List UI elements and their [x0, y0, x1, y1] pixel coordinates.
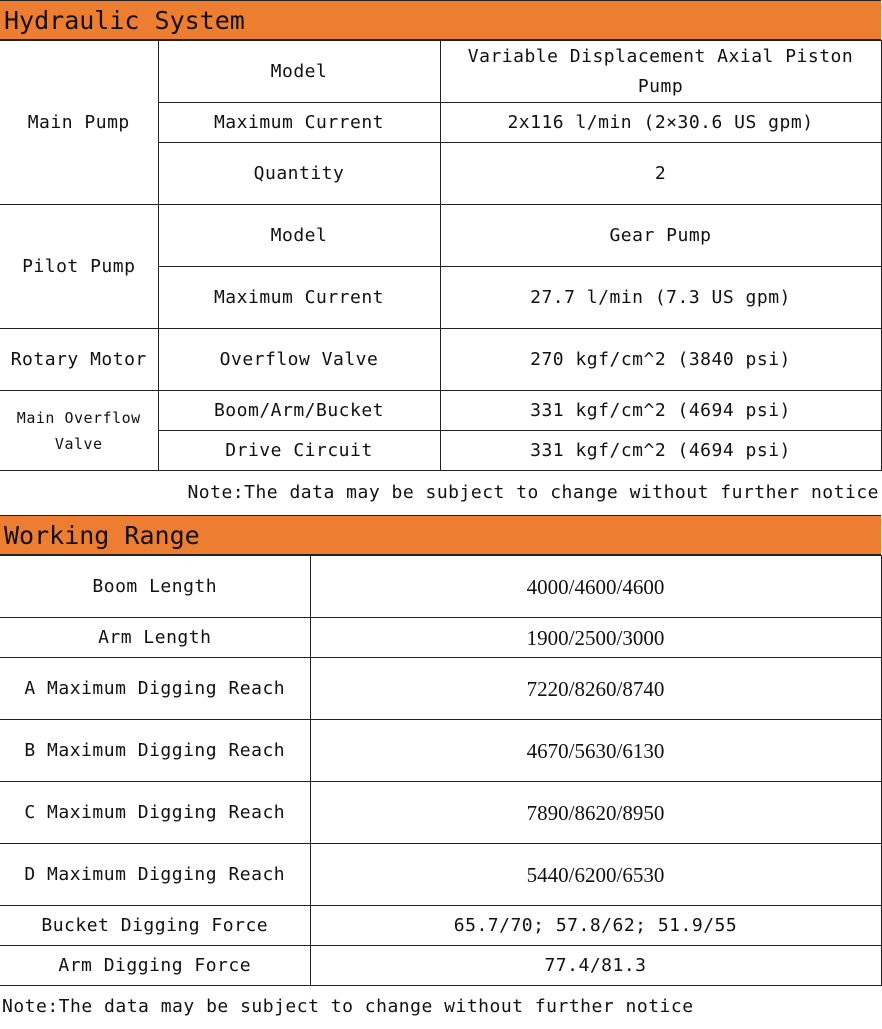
table-row: [0, 658, 881, 720]
spec-key: Quantity: [158, 143, 440, 205]
spec-value: 7890/8620/8950: [310, 782, 881, 844]
spec-value: 77.4/81.3: [310, 946, 881, 986]
spec-key: Model: [158, 41, 440, 103]
spec-key: B Maximum Digging Reach: [0, 720, 310, 782]
table-row: [0, 391, 881, 431]
spec-key: Boom Length: [0, 556, 310, 618]
working-range-table: [0, 555, 882, 986]
group-label-pilot-pump: Pilot Pump: [0, 205, 158, 329]
spec-key: Model: [158, 205, 440, 267]
spec-value: 4670/5630/6130: [310, 720, 881, 782]
spec-value: Gear Pump: [440, 205, 881, 267]
spec-key: D Maximum Digging Reach: [0, 844, 310, 906]
spec-key: Bucket Digging Force: [0, 906, 310, 946]
spec-value: 1900/2500/3000: [310, 618, 881, 658]
table-row: [0, 205, 881, 267]
table-row: [0, 844, 881, 906]
group-label-main-pump: Main Pump: [0, 41, 158, 205]
spec-value: 4000/4600/4600: [310, 556, 881, 618]
spec-key: Drive Circuit: [158, 431, 440, 471]
table-row: [0, 946, 881, 986]
spec-value: 65.7/70; 57.8/62; 51.9/55: [310, 906, 881, 946]
spec-key: Maximum Current: [158, 103, 440, 143]
spec-value: 27.7 l/min (7.3 US gpm): [440, 267, 881, 329]
table-row: [0, 556, 881, 618]
table-row: [0, 782, 881, 844]
working-range-header: Working Range: [0, 515, 881, 555]
spec-value: 7220/8260/8740: [310, 658, 881, 720]
table-row: [0, 329, 881, 391]
hydraulic-system-header: Hydraulic System: [0, 0, 881, 40]
table-row: [0, 720, 881, 782]
table-row: [0, 906, 881, 946]
table-row: [0, 41, 881, 103]
spec-key: C Maximum Digging Reach: [0, 782, 310, 844]
spec-key: Arm Digging Force: [0, 946, 310, 986]
group-label-main-overflow-valve: Main Overflow Valve: [0, 391, 158, 471]
hydraulic-spec-table: [0, 40, 882, 471]
spec-key: Maximum Current: [158, 267, 440, 329]
spec-value: 331 kgf/cm^2 (4694 psi): [440, 391, 881, 431]
hydraulic-note: Note:The data may be subject to change without further notice: [187, 482, 879, 503]
spec-key: Overflow Valve: [158, 329, 440, 391]
spec-value: 270 kgf/cm^2 (3840 psi): [440, 329, 881, 391]
spec-key: A Maximum Digging Reach: [0, 658, 310, 720]
spec-value: 331 kgf/cm^2 (4694 psi): [440, 431, 881, 471]
spec-key: Arm Length: [0, 618, 310, 658]
spec-value: 2: [440, 143, 881, 205]
spec-value: 2x116 l/min (2×30.6 US gpm): [440, 103, 881, 143]
spec-key: Boom/Arm/Bucket: [158, 391, 440, 431]
group-label-rotary-motor: Rotary Motor: [0, 329, 158, 391]
working-range-note: Note:The data may be subject to change without further notice: [2, 996, 694, 1017]
table-row: [0, 618, 881, 658]
spec-value: Variable Displacement Axial Piston Pump: [440, 41, 881, 103]
spec-value: 5440/6200/6530: [310, 844, 881, 906]
